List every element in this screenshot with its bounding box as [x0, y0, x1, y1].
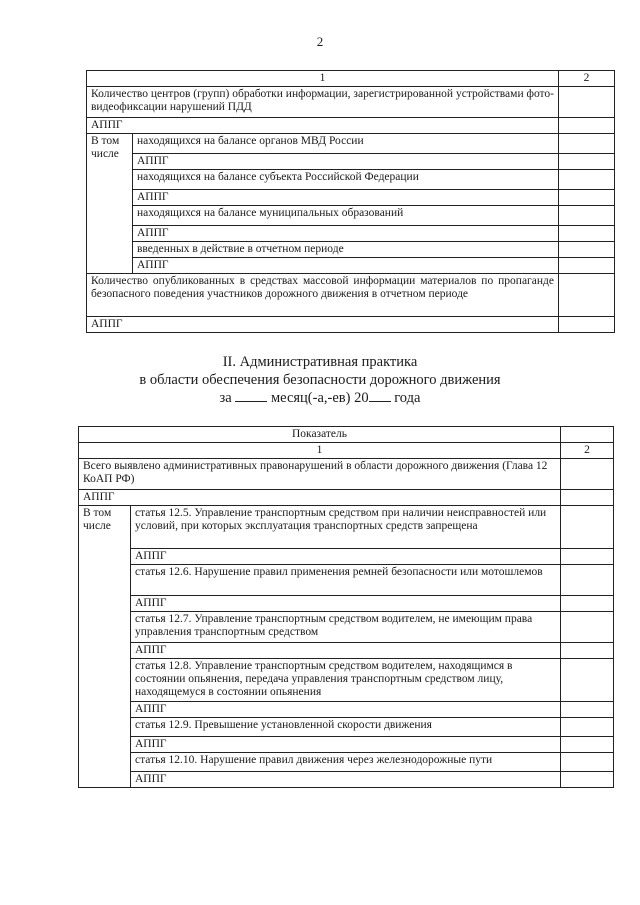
value-cell[interactable]: [561, 612, 614, 643]
value-cell[interactable]: [561, 459, 614, 490]
appg-label: АППГ: [133, 258, 559, 274]
appg-label: АППГ: [131, 596, 561, 612]
value-cell[interactable]: [559, 258, 615, 274]
article-label: статья 12.6. Нарушение правил применения ремней безопасности или мотошлемов: [131, 565, 561, 596]
sub-item-label: находящихся на балансе органов МВД России: [133, 134, 559, 154]
value-cell[interactable]: [559, 190, 615, 206]
value-cell[interactable]: [561, 737, 614, 753]
table-row: [79, 643, 614, 659]
value-cell[interactable]: [559, 226, 615, 242]
value-cell[interactable]: [561, 753, 614, 772]
article-label: статья 12.9. Превышение установленной скорости движения: [131, 718, 561, 737]
appg-label: АППГ: [87, 118, 559, 134]
value-cell[interactable]: [561, 772, 614, 788]
value-cell[interactable]: [559, 134, 615, 154]
page-number: 2: [316, 34, 324, 49]
table-row: [87, 118, 615, 134]
value-cell[interactable]: [559, 274, 615, 317]
table-row: [79, 737, 614, 753]
value-cell[interactable]: [559, 87, 615, 118]
table-row: [79, 596, 614, 612]
table-header-row: [79, 427, 614, 443]
table-row: [79, 490, 614, 506]
in-total-label: В том числе: [87, 134, 133, 274]
value-cell[interactable]: [559, 170, 615, 190]
table-row: [79, 659, 614, 702]
value-cell[interactable]: [561, 565, 614, 596]
appg-label: АППГ: [133, 154, 559, 170]
table-row: [87, 242, 615, 258]
value-cell[interactable]: [559, 154, 615, 170]
value-cell[interactable]: [561, 596, 614, 612]
publications-count-label: Количество опубликованных в средствах массовой информации материалов по пропаганде безопасного поведения участников дорожного движения в отчетном периоде: [87, 274, 559, 317]
value-cell[interactable]: [559, 118, 615, 134]
table-row: [87, 134, 615, 154]
table-row: [79, 753, 614, 772]
month-blank[interactable]: [235, 389, 267, 402]
appg-label: АППГ: [131, 737, 561, 753]
value-cell[interactable]: [561, 659, 614, 702]
table-row: [87, 190, 615, 206]
article-label: статья 12.7. Управление транспортным средством водителем, не имеющим права управления транспортным средством: [131, 612, 561, 643]
table-row: [87, 317, 615, 333]
value-cell[interactable]: [561, 490, 614, 506]
table-centers: [86, 70, 615, 333]
section-title-line-2: в области обеспечения безопасности дорожного движения: [139, 372, 501, 388]
section-title: [0, 353, 640, 407]
appg-label: АППГ: [131, 549, 561, 565]
period-suffix: года: [394, 390, 421, 406]
sub-item-label: находящихся на балансе субъекта Российской Федерации: [133, 170, 559, 190]
indicator-header: Показатель: [79, 427, 561, 443]
appg-label: АППГ: [133, 226, 559, 242]
value-cell[interactable]: [561, 718, 614, 737]
table-row: [79, 772, 614, 788]
table-row: [79, 702, 614, 718]
table-row: [87, 226, 615, 242]
table-row: [79, 506, 614, 549]
article-label: статья 12.8. Управление транспортным средством водителем, находящимся в состоянии опьянения, передача управления транспортным средством лицу, находящемуся в состоянии опьянения: [131, 659, 561, 702]
column-2-header: 2: [561, 443, 614, 459]
value-cell[interactable]: [559, 317, 615, 333]
appg-label: АППГ: [79, 490, 561, 506]
value-cell[interactable]: [561, 549, 614, 565]
section-title-line-3: [0, 389, 640, 407]
period-middle: месяц(-а,-ев) 20: [270, 390, 369, 406]
in-total-label: В том числе: [79, 506, 131, 788]
table-admin-practice: [78, 426, 614, 788]
table-row: [87, 206, 615, 226]
article-label: статья 12.10. Нарушение правил движения через железнодорожные пути: [131, 753, 561, 772]
table-header-row: [87, 71, 615, 87]
article-label: статья 12.5. Управление транспортным средством при наличии неисправностей или условий, при которых эксплуатация транспортных средств запрещена: [131, 506, 561, 549]
total-violations-label: Всего выявлено административных правонарушений в области дорожного движения (Глава 12 КоАП РФ): [79, 459, 561, 490]
header-blank-cell: [561, 427, 614, 443]
value-cell[interactable]: [561, 506, 614, 549]
period-prefix: за: [219, 390, 232, 406]
value-cell[interactable]: [561, 643, 614, 659]
table-row: [79, 612, 614, 643]
column-1-header: 1: [87, 71, 559, 87]
table-row: [87, 154, 615, 170]
section-title-line-1: II. Административная практика: [222, 354, 418, 370]
appg-label: АППГ: [133, 190, 559, 206]
table-row: [79, 549, 614, 565]
year-blank[interactable]: [369, 389, 391, 402]
table-row: [79, 459, 614, 490]
table-header-row: [79, 443, 614, 459]
centers-count-label: Количество центров (групп) обработки информации, зарегистрированной устройствами фото-видеофиксации нарушений ПДД: [87, 87, 559, 118]
value-cell[interactable]: [561, 702, 614, 718]
appg-label: АППГ: [131, 643, 561, 659]
appg-label: АППГ: [87, 317, 559, 333]
sub-item-label: введенных в действие в отчетном периоде: [133, 242, 559, 258]
table-row: [79, 718, 614, 737]
value-cell[interactable]: [559, 242, 615, 258]
table-row: [87, 87, 615, 118]
appg-label: АППГ: [131, 772, 561, 788]
column-1-header: 1: [79, 443, 561, 459]
table-row: [87, 170, 615, 190]
appg-label: АППГ: [131, 702, 561, 718]
table-row: [87, 258, 615, 274]
column-2-header: 2: [559, 71, 615, 87]
sub-item-label: находящихся на балансе муниципальных образований: [133, 206, 559, 226]
table-row: [79, 565, 614, 596]
table-row: [87, 274, 615, 317]
value-cell[interactable]: [559, 206, 615, 226]
